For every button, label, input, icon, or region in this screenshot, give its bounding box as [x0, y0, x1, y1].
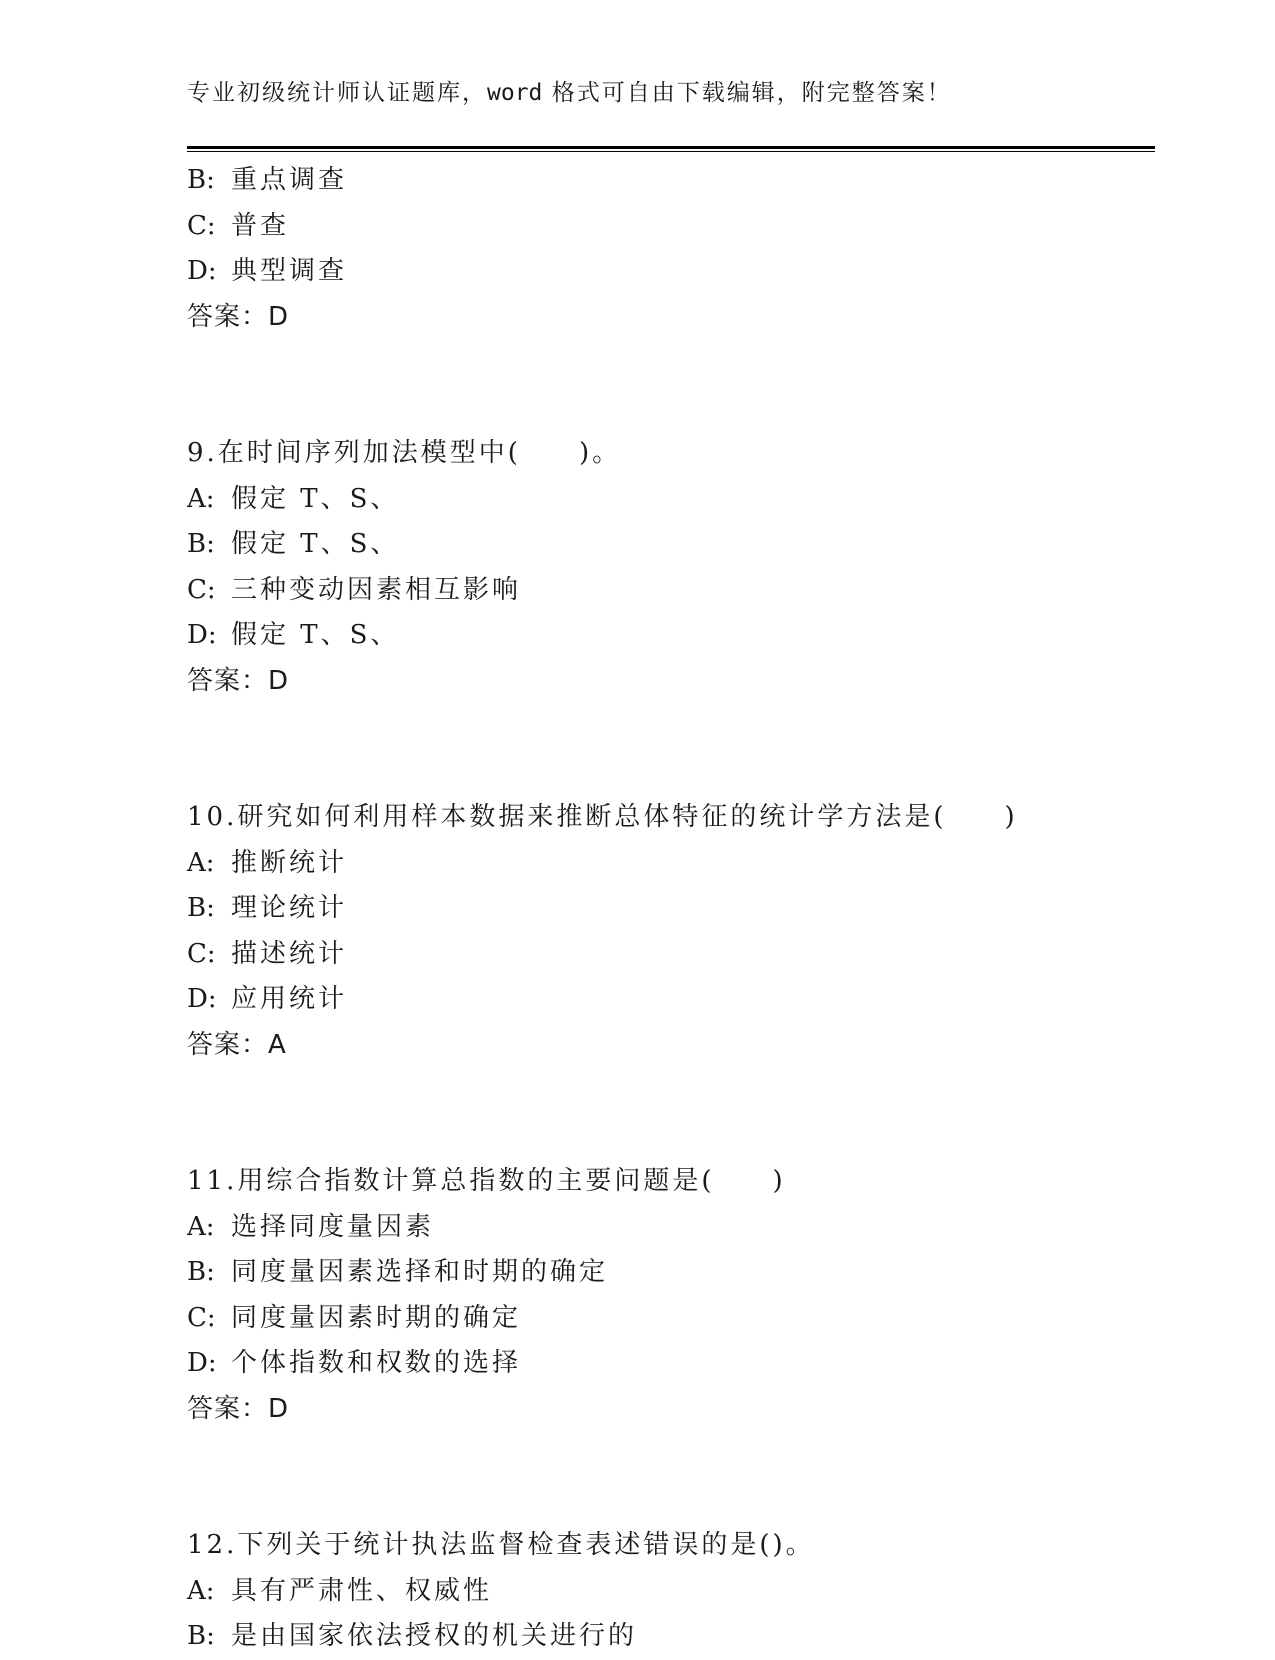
option-item [187, 1341, 1155, 1387]
question-text: 12.下列关于统计执法监督检查表述错误的是()。 [187, 1530, 815, 1560]
question-spacer [187, 340, 1155, 431]
answer-text: 答案：A [187, 1029, 287, 1060]
option-text: 具有严肃性、权威性 [231, 1575, 493, 1606]
option-item [187, 886, 1155, 932]
option-letter: B: [187, 1621, 215, 1651]
option-item [187, 204, 1155, 250]
question-block [187, 158, 1155, 340]
option-letter: C: [187, 938, 216, 969]
option-letter: A: [187, 483, 215, 514]
option-letter: D: [187, 1348, 217, 1378]
option-text: 普查 [231, 210, 290, 241]
answer-text: 答案：D [187, 1393, 290, 1424]
option-item [187, 1614, 1155, 1660]
option-text: 同度量因素时期的确定 [231, 1302, 522, 1333]
option-letter: A: [187, 1211, 215, 1242]
option-text: 假定 T、S、 [231, 483, 400, 514]
question-block [187, 1432, 1155, 1660]
option-item [187, 1569, 1155, 1615]
question-spacer [187, 704, 1155, 795]
header-rule-thick [187, 146, 1155, 149]
option-item [187, 613, 1155, 659]
header-text-after: 格式可自由下载编辑，附完整答案！ [542, 80, 952, 106]
option-letter: D: [187, 620, 217, 650]
option-letter: B: [187, 529, 215, 559]
option-text: 理论统计 [231, 893, 348, 923]
option-letter: C: [187, 574, 216, 605]
option-item [187, 977, 1155, 1023]
question-block [187, 704, 1155, 1068]
option-item [187, 841, 1155, 887]
option-letter: C: [187, 210, 216, 241]
question-text: 11.用综合指数计算总指数的主要问题是( ) [187, 1166, 786, 1196]
option-text: 假定 T、S、 [231, 529, 400, 559]
option-letter: B: [187, 893, 215, 923]
option-item [187, 568, 1155, 614]
option-letter: D: [187, 984, 217, 1014]
question-spacer [187, 1432, 1155, 1523]
option-item [187, 158, 1155, 204]
question-text: 10.研究如何利用样本数据来推断总体特征的统计学方法是( ) [187, 802, 1018, 832]
option-text: 个体指数和权数的选择 [231, 1348, 522, 1378]
option-text: 推断统计 [231, 847, 348, 878]
header-text-before: 专业初级统计师认证题库， [187, 80, 487, 106]
option-item [187, 522, 1155, 568]
question-block [187, 1068, 1155, 1432]
option-item [187, 1250, 1155, 1296]
option-text: 假定 T、S、 [231, 620, 400, 650]
option-item [187, 477, 1155, 523]
option-text: 典型调查 [231, 256, 348, 286]
option-text: 三种变动因素相互影响 [231, 574, 522, 605]
answer-text: 答案：D [187, 665, 290, 696]
option-text: 同度量因素选择和时期的确定 [231, 1257, 609, 1287]
option-text: 应用统计 [231, 984, 348, 1014]
option-item [187, 1205, 1155, 1251]
question-text: 9.在时间序列加法模型中( )。 [187, 438, 622, 468]
option-text: 重点调查 [231, 165, 348, 195]
option-letter: B: [187, 165, 215, 195]
header-text-word: word [487, 80, 543, 106]
option-letter: A: [187, 1575, 215, 1606]
answer-text: 答案：D [187, 301, 290, 332]
option-item [187, 1296, 1155, 1342]
option-item [187, 249, 1155, 295]
question-block [187, 340, 1155, 704]
option-letter: D: [187, 256, 217, 286]
option-text: 选择同度量因素 [231, 1211, 435, 1242]
header-rule-thin [187, 151, 1155, 152]
option-letter: B: [187, 1257, 215, 1287]
option-text: 描述统计 [231, 938, 348, 969]
option-text: 是由国家依法授权的机关进行的 [231, 1621, 638, 1651]
option-letter: C: [187, 1302, 216, 1333]
question-list [187, 158, 1155, 1660]
option-letter: A: [187, 847, 215, 878]
page-header [187, 74, 952, 107]
option-item [187, 932, 1155, 978]
question-spacer [187, 1068, 1155, 1159]
